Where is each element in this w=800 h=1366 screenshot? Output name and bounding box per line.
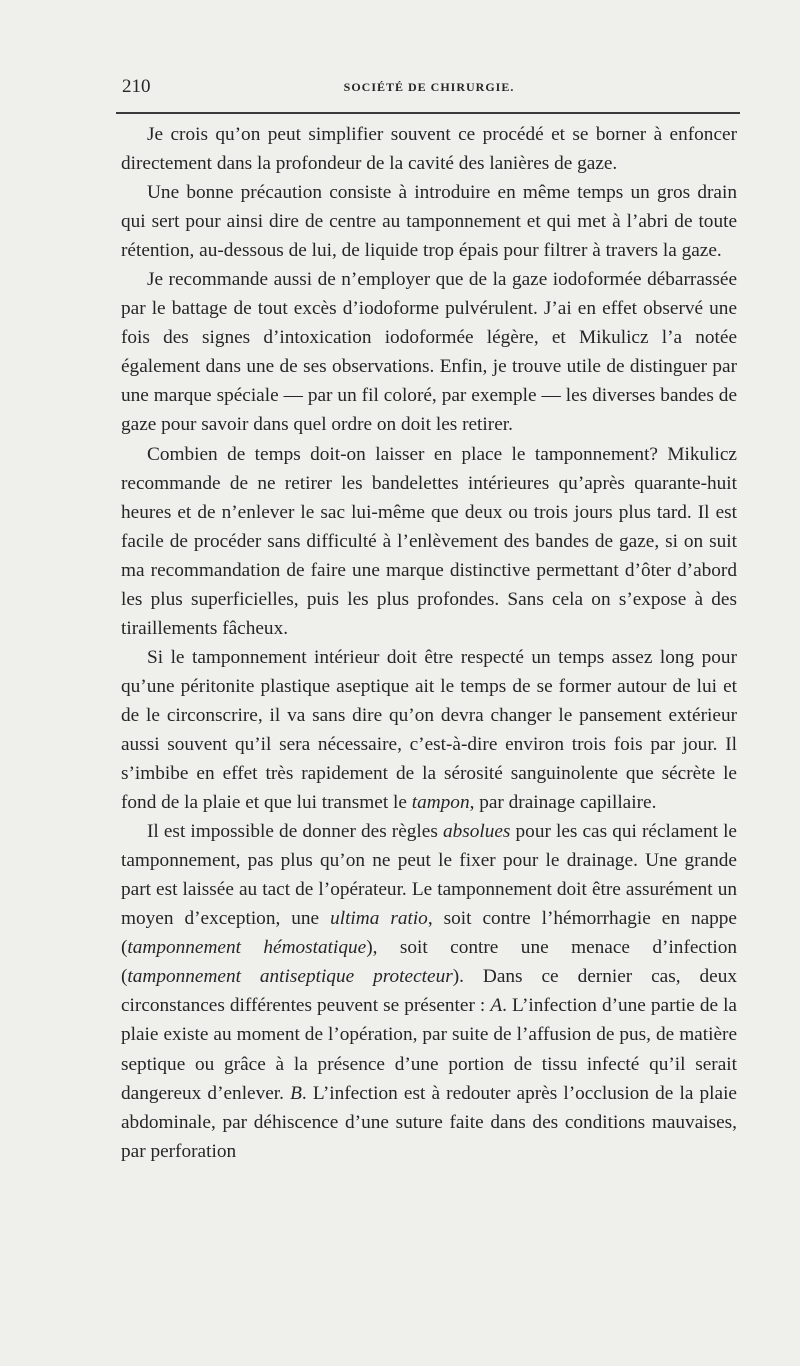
text-run: Il est impossible de donner des règles — [147, 821, 443, 843]
italic-term: tamponnement antiseptique protecteur — [127, 966, 453, 988]
italic-term: tampon — [411, 792, 470, 814]
page-header — [122, 76, 736, 100]
text-run: ), soit contre une menace d’infection ( — [121, 937, 737, 988]
italic-term: A — [490, 995, 503, 1017]
italic-term: ultima ratio — [330, 908, 428, 930]
text-run: Si le tamponnement intérieur doit être respecté un temps assez long pour qu’une péritonite plastique aseptique ait le temps de se former autour de lui et de le circonscrire, il va sans dire qu’on devra changer le pansement extérieur aussi souvent qu’il sera nécessaire, c’est-à-dire environ trois fois par jour. Il s’imbibe en effet très rapidement de la sérosité sanguinolente que sécrète le fond de la plaie et que lui transmet le — [121, 646, 737, 814]
italic-term: tamponnement hémostatique — [127, 937, 367, 959]
text-run: ). Dans ce dernier cas, deux circonstances différentes peuvent se présenter : — [121, 966, 737, 1017]
paragraph: Une bonne précaution consiste à introduire en même temps un gros drain qui sert pour ainsi dire de centre au tamponnement et qui met à l’abri de toute rétention, au-dessous de lui, de liquide trop épais pour filtrer à travers la gaze. — [121, 182, 737, 262]
text-run: . L’infection est à redouter après l’occlusion de la plaie abdominale, par déhiscence d’une suture faite dans des conditions mauvaises, par perforation — [121, 1082, 737, 1162]
text-run: , soit contre l’hémorrhagie en nappe ( — [121, 908, 737, 959]
text-run: , par drainage capillaire. — [469, 792, 657, 814]
paragraph: Combien de temps doit-on laisser en place le tamponnement? Mikulicz recommande de ne retirer les bandelettes intérieures qu’après quarante-huit heures et de n’enlever le sac lui-même que deux ou trois jours plus tard. Il est facile de procéder sans difficulté à l’enlèvement des bandes de gaze, si on suit ma recommandation de faire une marque distinctive permettant d’ôter d’abord les plus superficielles, puis les plus profondes. Sans cela on s’expose à des tiraillements fâcheux. — [121, 443, 737, 639]
paragraph: Je recommande aussi de n’employer que de la gaze iodoformée débarrassée par le battage de tout excès d’iodoforme pulvérulent. J’ai en effet observé une fois des signes d’intoxication iodoformée légère, et Mikulicz l’a notée également dans une de ses observations. Enfin, je trouve utile de distinguer par une marque spéciale — par un fil coloré, par exemple — les diverses bandes de gaze pour savoir dans quel ordre on doit les retirer. — [121, 269, 737, 436]
italic-term: absolues — [442, 821, 511, 843]
header-rule — [116, 112, 740, 114]
body-text — [121, 120, 737, 1166]
text-run: pour les cas qui réclament le tamponnement, pas plus qu’on ne peut le fixer pour le drainage. Une grande part est laissée au tact de l’opérateur. Le tamponnement doit être assurément un moyen d’exception, une — [121, 821, 737, 930]
text-run: . L’infection d’une partie de la plaie existe au moment de l’opération, par suite de l’affusion de pus, de matière septique ou grâce à la présence d’une portion de tissu infecté qu’il serait dangereux d’enlever. — [121, 995, 737, 1104]
italic-term: B — [290, 1082, 302, 1104]
paragraph — [121, 643, 737, 817]
paragraph: Je crois qu’on peut simplifier souvent ce procédé et se borner à enfoncer directement dans la profondeur de la cavité des lanières de gaze. — [121, 124, 737, 175]
page-number: 210 — [122, 76, 151, 97]
paragraph — [121, 817, 737, 1166]
running-title: SOCIÉTÉ DE CHIRURGIE. — [343, 80, 515, 94]
